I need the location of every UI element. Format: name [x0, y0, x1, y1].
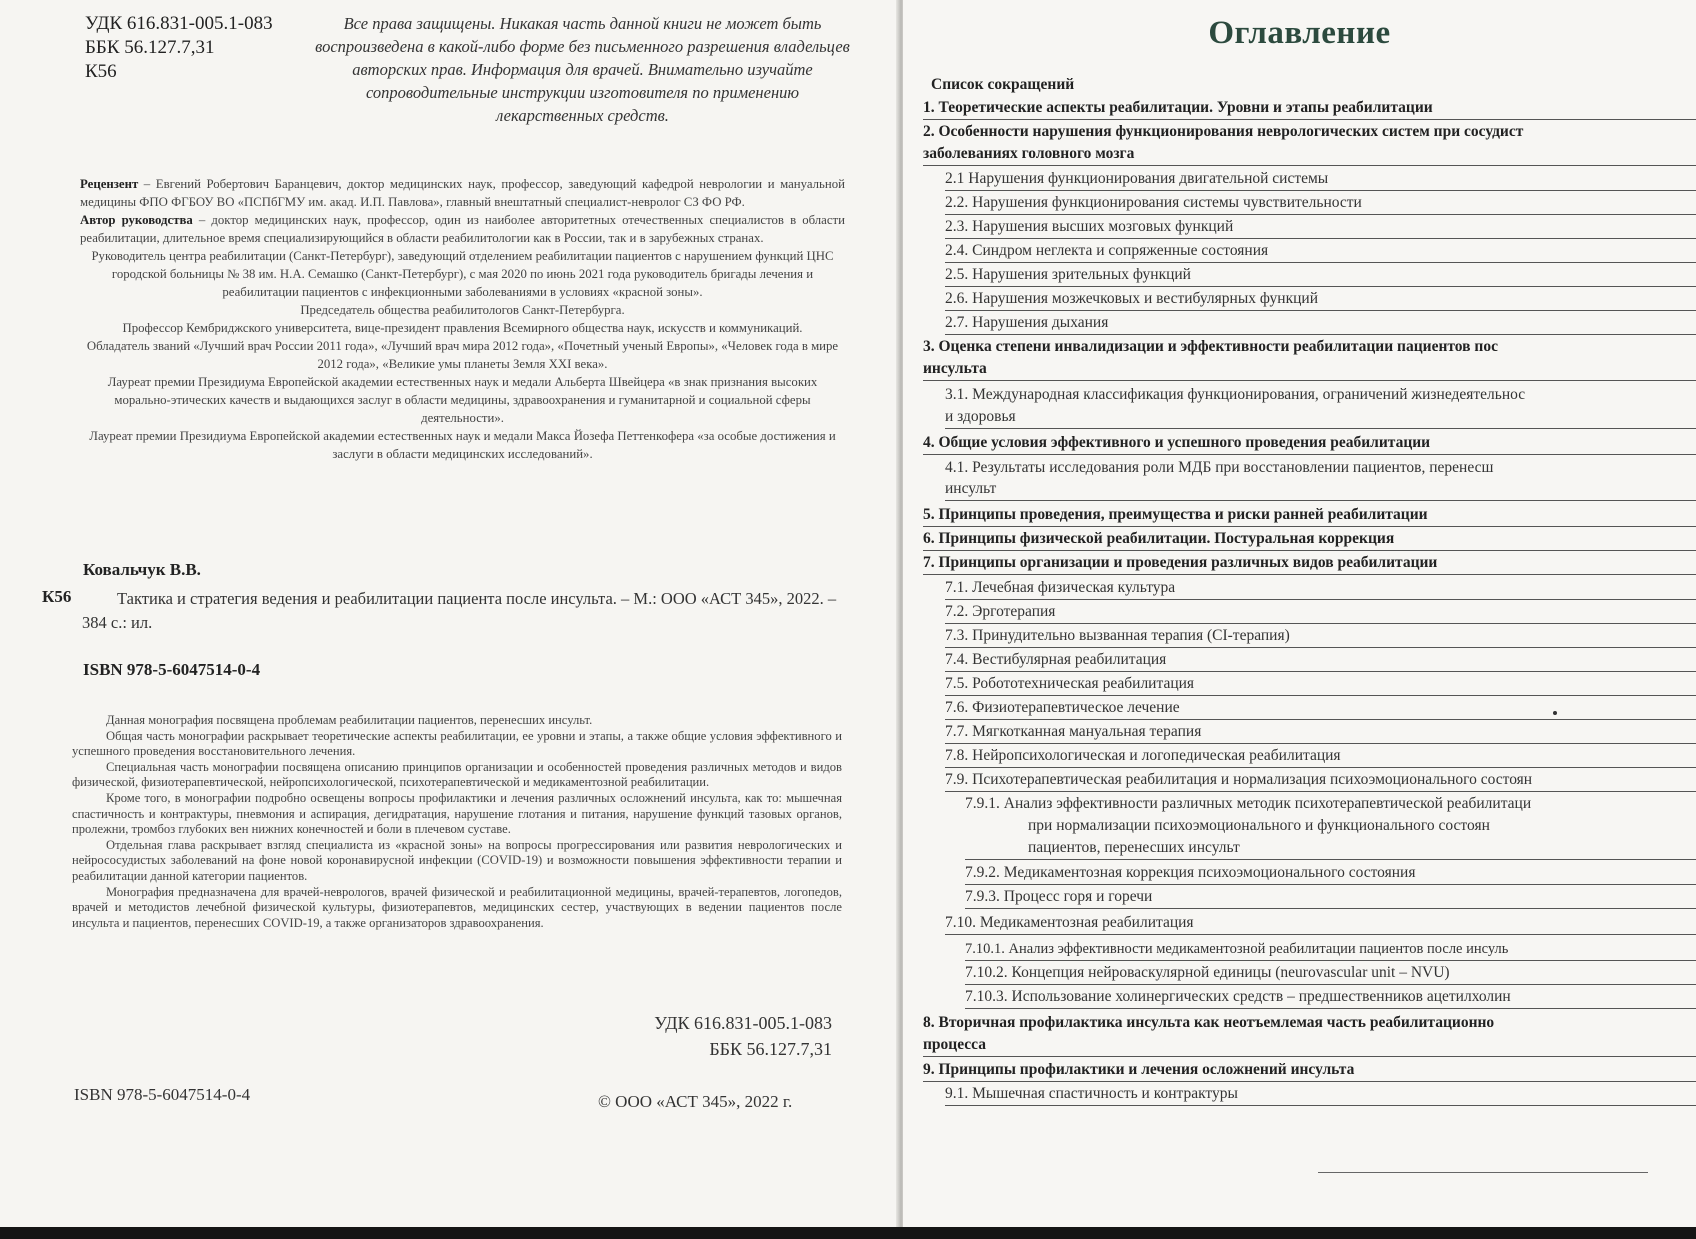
toc-entry: 7.9.1. Анализ эффективности различных методик психотерапевтической реабилитаци — [965, 795, 1532, 812]
bbk-footer-line: ББК 56.127.7,31 — [709, 1039, 832, 1059]
udk-footer-line: УДК 616.831-005.1-083 — [654, 1013, 832, 1033]
bio-line: Лауреат премии Президиума Европейской академии естественных наук и медали Макса Йозефа Петтенкофера «за особые достижения и заслуги в области медицинских исследований». — [89, 429, 836, 461]
toc-entry: 7.9. Психотерапевтическая реабилитация и нормализация психоэмоционального состоян — [945, 769, 1696, 792]
bio-line: Председатель общества реабилитологов Санкт-Петербурга. — [300, 303, 625, 317]
copyright: © ООО «АСТ 345», 2022 г. — [598, 1092, 793, 1111]
bio-line: Обладатель званий «Лучший врач России 2011 года», «Лучший врач мира 2012 года», «Почетный ученый Европы», «Человек года в мире 2012 года», «Великие умы планеты Земля XXI века». — [86, 339, 839, 371]
toc-entry: 7.1. Лечебная физическая культура — [945, 577, 1696, 600]
toc-entry: 7.6. Физиотерапевтическое лечение — [945, 697, 1696, 720]
abstract-paragraph: Общая часть монографии раскрывает теоретические аспекты реабилитации, ее уровни и этапы, а также общие условия эффективного и успешного проведения восстановительного лечения. — [72, 728, 842, 759]
toc-entry: 5. Принципы проведения, преимущества и риски ранней реабилитации — [923, 504, 1696, 527]
toc-entry: 2.3. Нарушения высших мозговых функций — [945, 216, 1696, 239]
toc-entry: 7.4. Вестибулярная реабилитация — [945, 649, 1696, 672]
toc-entry: 7.9.3. Процесс горя и горечи — [965, 886, 1696, 909]
abstract-paragraph: Данная монография посвящена проблемам реабилитации пациентов, перенесших инсульт. — [106, 713, 593, 727]
toc-entry: 2.4. Синдром неглекта и сопряженные состояния — [945, 240, 1696, 263]
toc-entry: процесса — [923, 1034, 1696, 1057]
toc-entry: 4.1. Результаты исследования роли МДБ при восстановлении пациентов, перенесш — [945, 459, 1494, 476]
bio-line: Лауреат премии Президиума Европейской академии естественных наук и медали Альберта Швейцера «в знак признания высоких морально-этических качеств и выдающихся заслуг в области медицины, здравоохранения и гуманитарной и социальной сферы деятельности». — [107, 375, 818, 425]
scan-edge — [0, 1227, 1696, 1239]
toc-title: Оглавление — [1208, 15, 1391, 51]
toc-entry: 4. Общие условия эффективного и успешного проведения реабилитации — [923, 432, 1696, 455]
toc-entry: 2.6. Нарушения мозжечковых и вестибулярных функций — [945, 288, 1696, 311]
reviewer-paragraph — [80, 175, 845, 211]
isbn-main: ISBN 978-5-6047514-0-4 — [83, 660, 261, 679]
toc-entry: 7.10.2. Концепция нейроваскулярной единицы (neurovascular unit – NVU) — [965, 962, 1696, 985]
toc-entry: 2.1 Нарушения функционирования двигательной системы — [945, 168, 1696, 191]
author-name: Ковальчук В.В. — [83, 560, 201, 579]
abstract — [72, 713, 842, 931]
credits-block — [80, 175, 845, 463]
isbn-footer: ISBN 978-5-6047514-0-4 — [74, 1085, 251, 1104]
toc-entry: 2.2. Нарушения функционирования системы чувствительности — [945, 192, 1696, 215]
toc-entry: 9. Принципы профилактики и лечения осложнений инсульта — [923, 1059, 1696, 1082]
author-label: Автор руководства — [80, 213, 193, 227]
toc-entry: 2.5. Нарушения зрительных функций — [945, 264, 1696, 287]
toc-entry: 7.10.3. Использование холинергических средств – предшественников ацетилхолин — [965, 986, 1696, 1009]
toc-entry: 7.2. Эрготерапия — [945, 601, 1696, 624]
toc-entry: 1. Теоретические аспекты реабилитации. Уровни и этапы реабилитации — [923, 97, 1696, 120]
toc-entry: 2.7. Нарушения дыхания — [945, 312, 1696, 335]
bbk-line: ББК 56.127.7,31 — [85, 37, 215, 58]
toc-entry: 2. Особенности нарушения функционирования неврологических систем при сосудист — [923, 123, 1524, 140]
toc-entry: 7.10.1. Анализ эффективности медикаментозной реабилитации пациентов после инсуль — [965, 938, 1696, 961]
toc-entry: 7. Принципы организации и проведения различных видов реабилитации — [923, 552, 1696, 575]
toc-entry: 7.9.2. Медикаментозная коррекция психоэмоционального состояния — [965, 862, 1696, 885]
toc-entry: заболеваниях головного мозга — [923, 143, 1696, 166]
toc-entry: пациентов, перенесших инсульт — [965, 837, 1696, 860]
toc-entry: 7.10. Медикаментозная реабилитация — [945, 912, 1696, 935]
abstract-paragraph: Отдельная глава раскрывает взгляд специалиста из «красной зоны» на вопросы прогрессирования или развития неврологических и нейрососудистых заболеваний на фоне новой коронавирусной инфекции (COVID-19) и возможности повышения эффективности терапии и реабилитации данной категории пациентов. — [72, 837, 842, 883]
bibliographic-entry: Тактика и стратегия ведения и реабилитации пациента после инсульта. – М.: ООО «АСТ 345», 2022. – 384 с.: ил. — [82, 589, 837, 632]
toc-entry: 9.1. Мышечная спастичность и контрактуры — [945, 1083, 1696, 1106]
toc-entry: 7.3. Принудительно вызванная терапия (CI-терапия) — [945, 625, 1696, 648]
abstract-paragraph: Монография предназначена для врачей-неврологов, врачей физической и реабилитационной медицины, врачей-терапевтов, логопедов, врачей и методистов лечебной физической культуры, физиотерапевтов, медицинских сестер, участвующих в ведении пациентов после инсульта и пациентов, перенесших COVID-19, а также организаторов здравоохранения. — [72, 884, 842, 930]
abstract-paragraph: Кроме того, в монографии подробно освещены вопросы профилактики и лечения различных осложнений инсульта, как то: мышечная спастичность и контрактуры, пневмония и аспирация, дегидратация, нарушение глотания и питания, нарушение функций тазовых органов, пролежни, тромбоз глубоких вен нижних конечностей и боли в плечевом суставе. — [72, 790, 842, 837]
toc-entry: 6. Принципы физической реабилитации. Постуральная коррекция — [923, 528, 1696, 551]
toc-entry: 3. Оценка степени инвалидизации и эффективности реабилитации пациентов пос — [923, 338, 1498, 355]
reviewer-label: Рецензент — [80, 177, 139, 191]
rights-notice: Все права защищены. Никакая часть данной книги не может быть воспроизведена в какой-либо форме без письменного разрешения владельцев авторских прав. Информация для врачей. Внимательно изучайте сопроводительные инструкции изготовителя по применению лекарственных средств. — [315, 14, 850, 125]
right-page — [903, 0, 1696, 1227]
udk-footer — [654, 1010, 832, 1062]
toc-entry: инсульта — [923, 358, 1696, 381]
toc-entry: 7.8. Нейропсихологическая и логопедическая реабилитация — [945, 745, 1696, 768]
catalog-line: К56 — [85, 61, 117, 82]
bio-line: Руководитель центра реабилитации (Санкт-Петербург), заведующий отделением реабилитации пациентов с нарушением функций ЦНС городской больницы № 38 им. Н.А. Семашко (Санкт-Петербург), с мая 2020 по июнь 2021 года руководитель бригады лечения и реабилитации пациентов с инфекционными заболеваниями в условиях «красной зоны». — [91, 249, 834, 299]
toc-entry: 3.1. Международная классификация функционирования, ограничений жизнедеятельнос — [945, 386, 1526, 403]
abstract-paragraph: Специальная часть монографии посвящена описанию принципов организации и особенностей проведения различных методов и видов физической, физиотерапевтической, нейропсихологической, психотерапевтической и медикаментозной реабилитации. — [72, 759, 842, 790]
toc-entry: Список сокращений — [931, 76, 1075, 93]
udk-line: УДК 616.831-005.1-083 — [85, 13, 273, 34]
ink-dot — [1553, 711, 1557, 715]
toc-entry: инсульт — [945, 478, 1696, 501]
toc-entry: 7.7. Мягкотканная мануальная терапия — [945, 721, 1696, 744]
udk-header — [85, 12, 273, 84]
author-paragraph — [80, 211, 845, 247]
toc-entry: 8. Вторичная профилактика инсульта как неотъемлемая часть реабилитационно — [923, 1014, 1495, 1031]
bio-line: Профессор Кембриджского университета, вице-президент правления Всемирного общества наук, искусств и коммуникаций. — [122, 321, 803, 335]
catalog-code: К56 — [42, 587, 72, 606]
toc-entry: и здоровья — [945, 406, 1696, 429]
author-text: – доктор медицинских наук, профессор, один из наиболее авторитетных отечественных специалистов в области реабилитации, длительное время специализирующийся в области реабилитологии как в России, так и в зарубежных странах. — [80, 213, 845, 245]
reviewer-text: – Евгений Робертович Баранцевич, доктор медицинских наук, профессор, заведующий кафедрой неврологии и мануальной медицины ФПО ФГБОУ ВО «ПСПбГМУ им. акад. И.П. Павлова», главный внештатный специалист-невролог СЗ ФО РФ. — [80, 177, 845, 209]
toc-entry: 7.5. Робототехническая реабилитация — [945, 673, 1696, 696]
page-rule — [1318, 1172, 1648, 1173]
toc-entry: при нормализации психоэмоционального и функционального состоян — [1028, 817, 1490, 834]
